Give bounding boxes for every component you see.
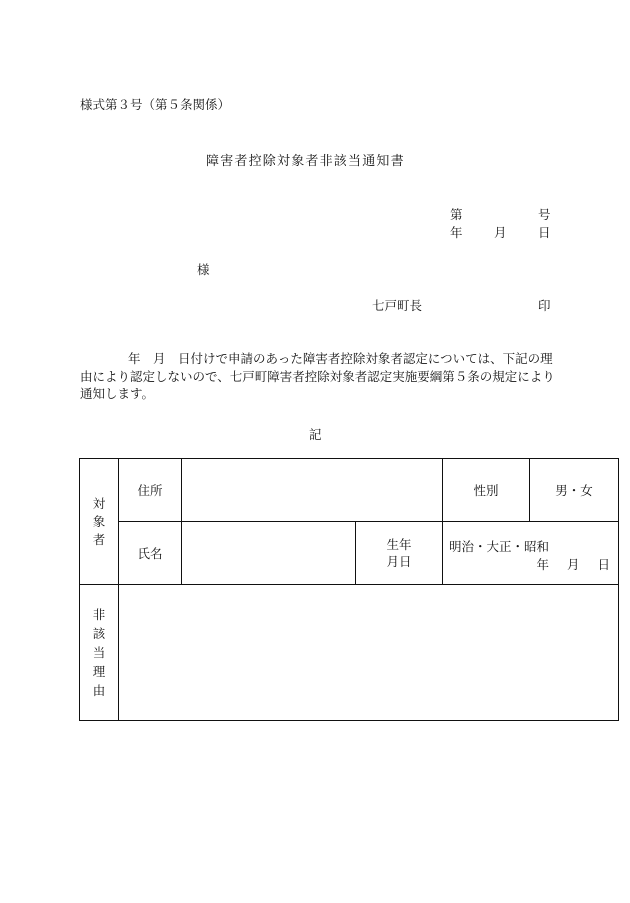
birth-label-line2: 月日 — [386, 554, 412, 569]
subject-label-cell — [80, 459, 119, 585]
reason-label-char: 由 — [92, 683, 106, 698]
reason-label-char: 当 — [92, 645, 106, 660]
subject-label-char: 者 — [92, 531, 106, 547]
form-number: 様式第３号（第５条関係） — [80, 97, 231, 112]
seal-mark: 印 — [538, 298, 551, 313]
sender-name: 七戸町長 — [372, 298, 423, 313]
document-title: 障害者控除対象者非該当通知書 — [206, 154, 405, 169]
notice-body — [80, 350, 555, 403]
birth-date-field[interactable] — [443, 522, 619, 585]
subject-label-char: 対 — [92, 495, 106, 511]
reason-label-cell — [80, 585, 119, 721]
gender-options[interactable]: 男・女 — [530, 459, 619, 522]
addressee-honorific: 様 — [197, 262, 210, 277]
notice-body-text: 年 月 日付けで申請のあった障害者控除対象者認定については、下記の理由により認定しないので、七戸町障害者控除対象者認定実施要綱第５条の規定により通知します。 — [80, 351, 555, 401]
doc-number-prefix: 第 — [450, 207, 463, 222]
birth-month-label: 月 — [566, 557, 580, 572]
address-label: 住所 — [119, 459, 182, 522]
birth-day-label: 日 — [597, 557, 610, 572]
subject-info-table — [79, 458, 619, 721]
reason-label-char: 理 — [92, 664, 106, 679]
date-year-label: 年 — [450, 225, 463, 240]
birth-date-label — [356, 522, 443, 585]
address-field[interactable] — [182, 459, 443, 522]
era-options: 明治・大正・昭和 — [449, 539, 550, 554]
name-field[interactable] — [182, 522, 356, 585]
reason-label-char: 該 — [92, 626, 106, 641]
reason-label-char: 非 — [92, 607, 106, 622]
subject-label-char: 象 — [92, 513, 106, 529]
birth-date-units — [518, 555, 610, 573]
doc-number-suffix: 号 — [538, 207, 551, 222]
ki-heading: 記 — [309, 427, 322, 442]
birth-year-label: 年 — [536, 557, 549, 572]
name-label: 氏名 — [119, 522, 182, 585]
birth-label-line1: 生年 — [386, 537, 412, 552]
date-month-label: 月 — [494, 225, 507, 240]
reason-field[interactable] — [119, 585, 619, 721]
date-day-label: 日 — [538, 225, 551, 240]
gender-label: 性別 — [443, 459, 530, 522]
